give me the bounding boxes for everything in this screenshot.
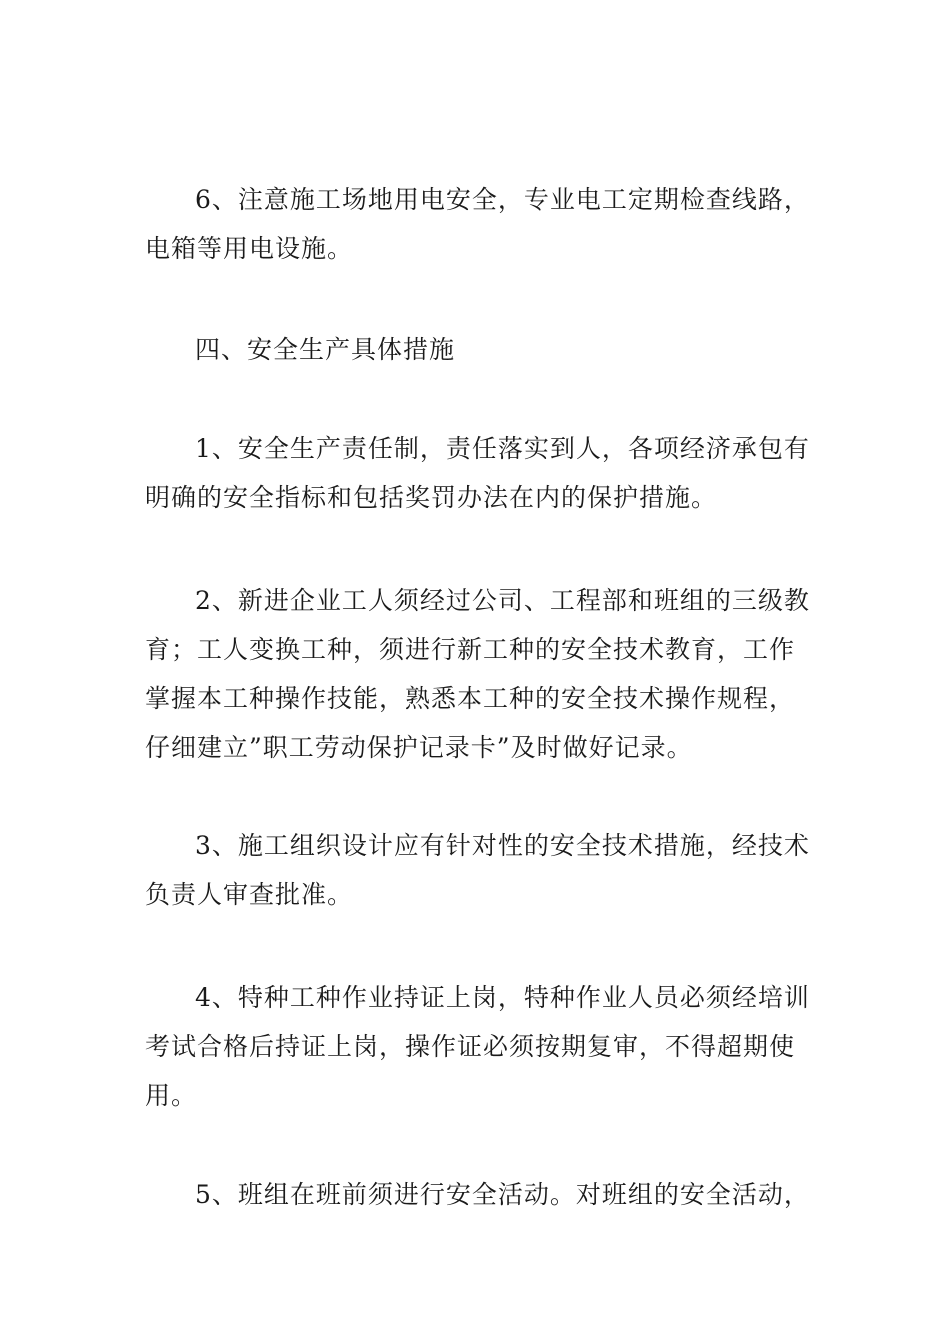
- paragraph-item-6-electrical-safety: 6、注意施工场地用电安全，专业电工定期检查线路，电箱等用电设施。: [145, 185, 810, 263]
- paragraph-item-1-responsibility: 1、安全生产责任制，责任落实到人，各项经济承包有明确的安全指标和包括奖罚办法在内的保护措施。: [145, 434, 810, 512]
- paragraph-item-4-certification: 4、特种工种作业持证上岗，特种作业人员必须经培训考试合格后持证上岗，操作证必须按期复审，不得超期使用。: [145, 983, 810, 1110]
- paragraph-item-3-construction-design: 3、施工组织设计应有针对性的安全技术措施，经技术负责人审查批准。: [145, 831, 810, 909]
- paragraph-item-2-education: 2、新进企业工人须经过公司、工程部和班组的三级教育；工人变换工种，须进行新工种的安全技术教育，工作掌握本工种操作技能，熟悉本工种的安全技术操作规程，仔细建立”职工劳动保护记录卡”及时做好记录。: [145, 586, 810, 762]
- paragraph-item-5-team-activity: 5、班组在班前须进行安全活动。对班组的安全活动，: [195, 1180, 810, 1209]
- section-heading-safety-measures: 四、安全生产具体措施: [195, 335, 456, 364]
